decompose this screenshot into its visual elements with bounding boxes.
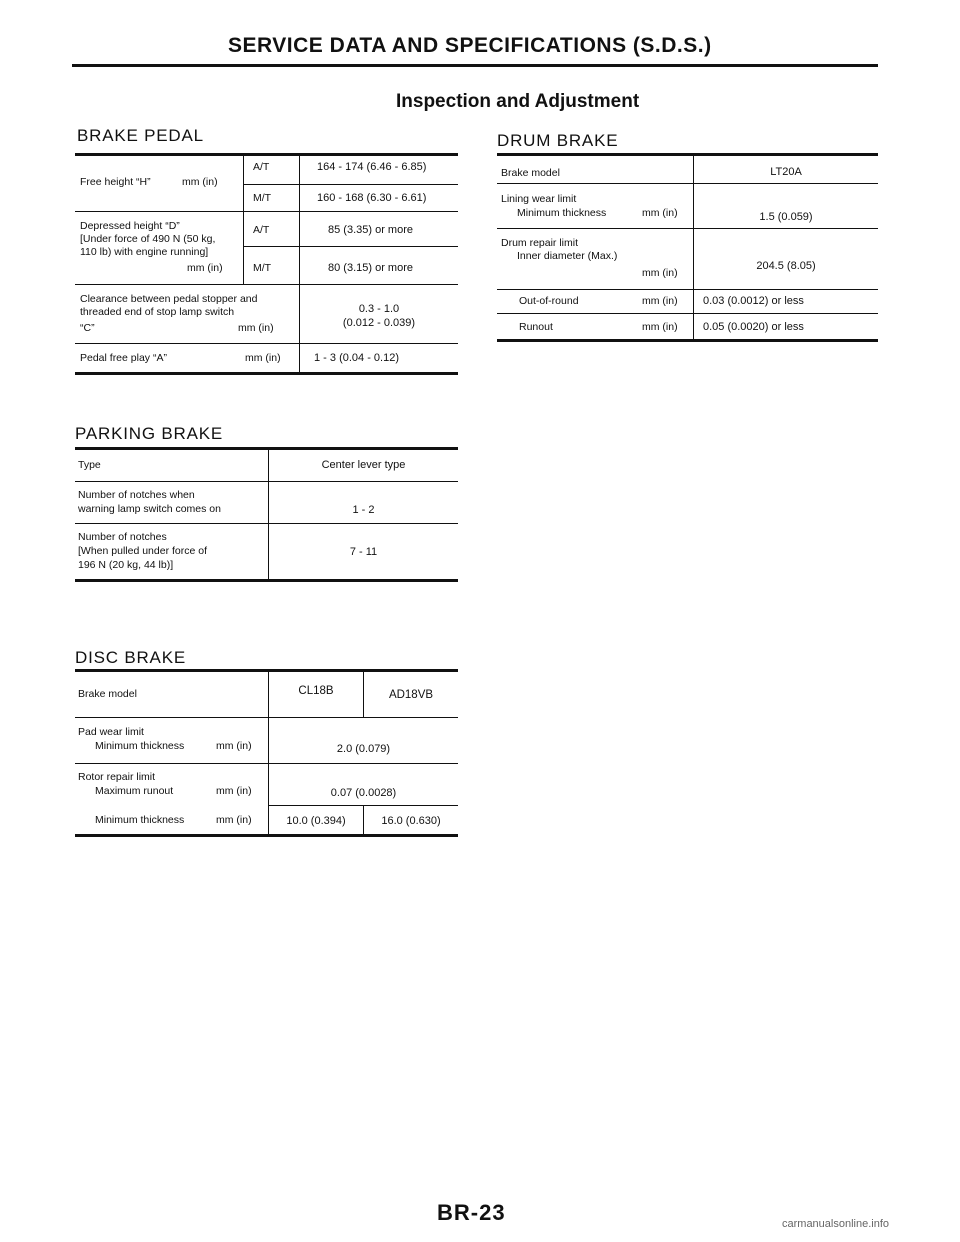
runout-unit: mm (in): [642, 321, 678, 333]
lining-wear-label: Lining wear limit: [501, 193, 577, 205]
rotor-runout-value: 0.07 (0.0028): [330, 787, 397, 799]
clearance-label-2: threaded end of stop lamp switch: [80, 306, 235, 318]
watermark: carmanualsonline.info: [782, 1218, 890, 1230]
pad-wear-label: Pad wear limit: [78, 726, 144, 738]
rotor-repair-label: Rotor repair limit: [78, 771, 156, 783]
notches-warning-label: Number of notches when: [78, 489, 195, 501]
depressed-height-label: Depressed height “D”: [80, 220, 180, 232]
drum-brake-title: DRUM BRAKE: [497, 131, 619, 150]
disc-model-ad18vb: AD18VB: [388, 689, 434, 701]
rotor-min-thickness-unit: mm (in): [216, 814, 252, 826]
free-play-value: 1 - 3 (0.04 - 0.12): [314, 352, 399, 364]
free-height-at: A/T: [253, 161, 270, 173]
drum-inner-diameter-unit: mm (in): [642, 267, 678, 279]
out-of-round-unit: mm (in): [642, 295, 678, 307]
drum-repair-label: Drum repair limit: [501, 237, 579, 249]
brake-pedal-title: BRAKE PEDAL: [77, 126, 204, 145]
parking-brake-title: PARKING BRAKE: [75, 424, 224, 443]
drum-model-value: LT20A: [770, 166, 802, 178]
lining-unit: mm (in): [642, 207, 678, 219]
depressed-height-condition-1: [Under force of 490 N (50 kg,: [80, 233, 216, 245]
free-height-unit: mm (in): [182, 176, 218, 188]
drum-inner-diameter-value: 204.5 (8.05): [756, 260, 816, 272]
notches-label: Number of notches: [78, 531, 167, 543]
disc-brake-title: DISC BRAKE: [75, 648, 186, 667]
depressed-height-unit: mm (in): [187, 262, 223, 274]
clearance-symbol: “C”: [80, 322, 95, 334]
page-title: SERVICE DATA AND SPECIFICATIONS (S.D.S.): [228, 34, 712, 57]
section-subtitle: Inspection and Adjustment: [396, 91, 640, 112]
rotor-min-thickness-label: Minimum thickness: [95, 814, 185, 826]
pad-unit: mm (in): [216, 740, 252, 752]
depressed-height-at: A/T: [253, 224, 270, 236]
drum-model-label: Brake model: [501, 167, 560, 179]
free-height-mt: M/T: [253, 192, 272, 204]
notches-warning-label-2: warning lamp switch comes on: [78, 503, 221, 515]
pad-min-thickness-label: Minimum thickness: [95, 740, 185, 752]
notches-condition-1: [When pulled under force of: [78, 545, 207, 557]
lining-value: 1.5 (0.059): [759, 211, 813, 223]
depressed-height-condition-2: 110 lb) with engine running]: [80, 246, 209, 258]
rotor-runout-label: Maximum runout: [95, 785, 174, 797]
notches-value: 7 - 11: [349, 546, 378, 558]
depressed-height-mt-value: 80 (3.15) or more: [328, 262, 413, 274]
lining-min-thickness-label: Minimum thickness: [517, 207, 607, 219]
clearance-value: 0.3 - 1.0: [358, 303, 400, 315]
notches-warning-value: 1 - 2: [352, 504, 375, 516]
disc-model-cl18b: CL18B: [298, 685, 334, 697]
rotor-runout-unit: mm (in): [216, 785, 252, 797]
parking-type-value: Center lever type: [321, 459, 406, 471]
notches-condition-2: 196 N (20 kg, 44 lb)]: [78, 559, 174, 571]
runout-label: Runout: [519, 321, 553, 333]
clearance-value-inch: (0.012 - 0.039): [342, 317, 416, 329]
drum-inner-diameter-label: Inner diameter (Max.): [517, 250, 618, 262]
rotor-min-ad18vb-value: 16.0 (0.630): [381, 815, 441, 827]
free-height-at-value: 164 - 174 (6.46 - 6.85): [317, 161, 427, 173]
clearance-label: Clearance between pedal stopper and: [80, 293, 258, 305]
free-play-label: Pedal free play “A”: [80, 352, 167, 364]
rotor-min-cl18b-value: 10.0 (0.394): [286, 815, 346, 827]
free-height-mt-value: 160 - 168 (6.30 - 6.61): [317, 192, 427, 204]
free-play-unit: mm (in): [245, 352, 281, 364]
depressed-height-at-value: 85 (3.35) or more: [328, 224, 413, 236]
clearance-unit: mm (in): [238, 322, 274, 334]
page-number: BR-23: [437, 1200, 506, 1225]
disc-model-label: Brake model: [78, 688, 137, 700]
parking-type-label: Type: [78, 459, 101, 471]
out-of-round-label: Out-of-round: [519, 295, 579, 307]
out-of-round-value: 0.03 (0.0012) or less: [703, 295, 804, 307]
free-height-label: Free height “H”: [80, 176, 151, 188]
runout-value: 0.05 (0.0020) or less: [703, 321, 804, 333]
pad-value: 2.0 (0.079): [336, 743, 391, 755]
header-rule: [72, 64, 878, 67]
depressed-height-mt: M/T: [253, 262, 272, 274]
